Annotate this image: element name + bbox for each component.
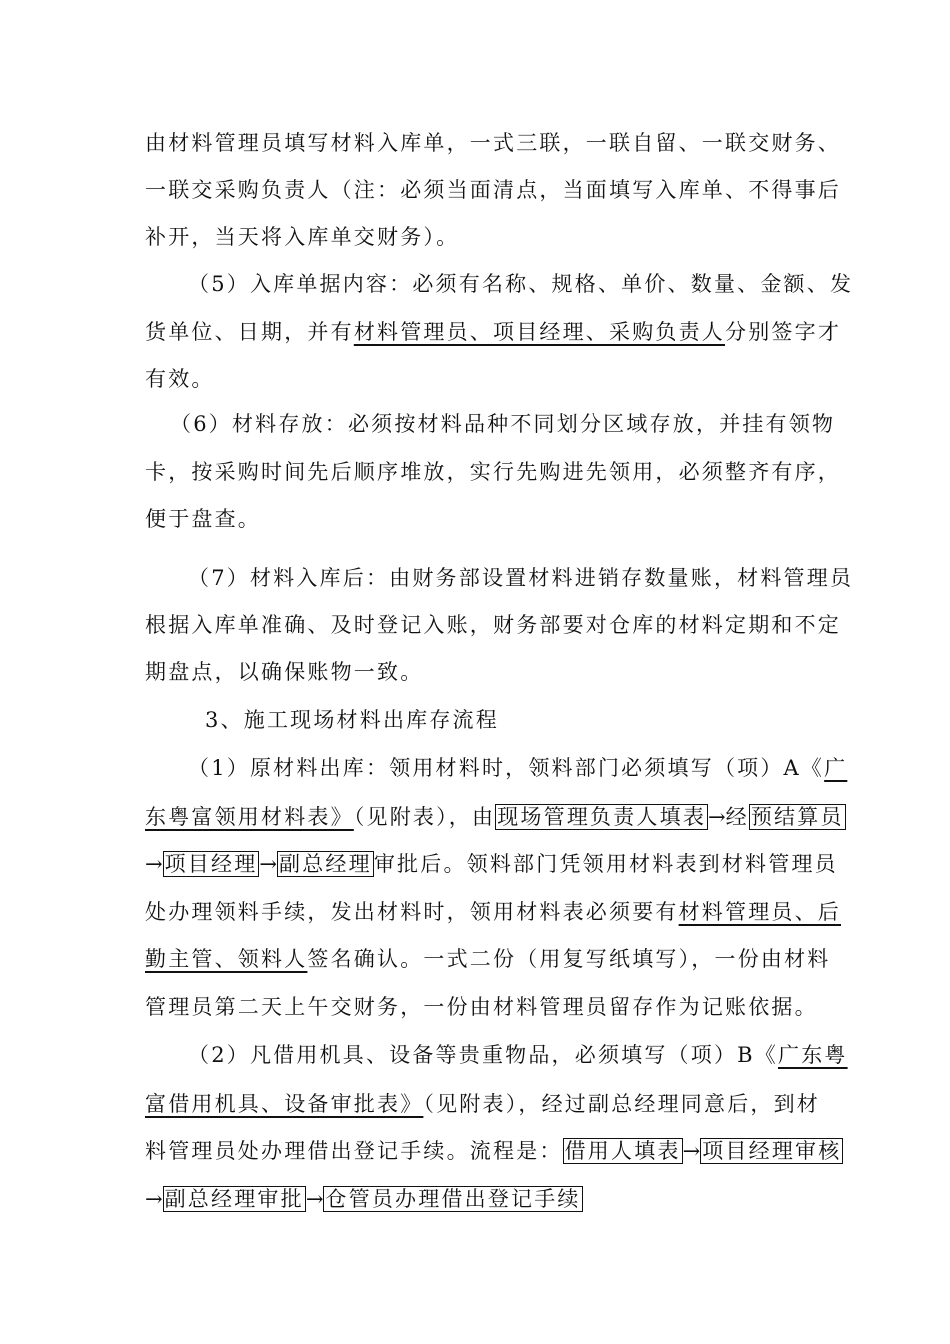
paragraph-line: [145, 1089, 821, 1119]
text-segment: 有效。: [145, 367, 215, 391]
paragraph-line: [145, 944, 831, 974]
paragraph-line: [188, 753, 858, 783]
text-segment: （7）材料入库后：由财务部设置材料进销存数量账，材料管理员: [188, 566, 854, 590]
flow-step-box: 副总经理: [279, 852, 372, 876]
text-segment: 审批后。领料部门凭领用材料表到材料管理员: [373, 852, 838, 876]
text-segment: （见附表），由: [353, 805, 496, 829]
flow-step-box: 副总经理审批: [164, 1187, 304, 1211]
text-segment: 经: [725, 805, 749, 829]
text-segment: 货单位、日期，并有: [145, 320, 354, 344]
flow-step-box: 预结算员: [750, 805, 844, 829]
text-segment: 3、施工现场材料出库存流程: [205, 708, 499, 732]
underlined-text: 广东粤: [778, 1043, 848, 1067]
text-segment: （6）材料存放：必须按材料品种不同划分区域存放，并挂有领物: [170, 412, 836, 436]
underlined-text: 东粤富领用材料表》: [145, 805, 354, 829]
paragraph-line: [188, 1040, 858, 1070]
paragraph-line: [145, 504, 815, 534]
text-segment: （5）入库单据内容：必须有名称、规格、单价、数量、金额、发: [188, 272, 854, 296]
flow-step-box: 项目经理审核: [702, 1139, 842, 1163]
text-segment: （见附表），经过副总经理同意后，到材: [423, 1092, 821, 1116]
text-segment: 根据入库单准确、及时登记入账，财务部要对仓库的材料定期和不定: [145, 613, 841, 637]
paragraph-line: [145, 657, 815, 687]
underlined-text: 材料管理员、项目经理、采购负责人: [353, 320, 726, 344]
flow-arrow-icon: →: [145, 852, 163, 876]
text-segment: 料管理员处办理借出登记手续。流程是：: [145, 1139, 563, 1163]
paragraph-line: [145, 610, 841, 640]
text-segment: 签名确认。一式二份（用复写纸填写），一份由材料: [307, 947, 831, 971]
flow-step-box: 借用人填表: [564, 1139, 681, 1163]
flow-arrow-icon: →: [708, 805, 726, 829]
paragraph-line: [188, 563, 858, 593]
flow-arrow-icon: →: [259, 852, 278, 876]
text-segment: 一联交采购负责人（注：必须当面清点，当面填写入库单、不得事后: [145, 178, 841, 202]
flow-arrow-icon: →: [145, 1187, 163, 1211]
flow-arrow-icon: →: [305, 1187, 324, 1211]
text-segment: 卡，按采购时间先后顺序堆放，实行先购进先领用，必须整齐有序，: [145, 460, 841, 484]
paragraph-line: [170, 409, 840, 439]
text-segment: 由材料管理员填写材料入库单，一式三联，一联自留、一联交财务、: [145, 131, 841, 155]
paragraph-line: [145, 457, 841, 487]
text-segment: 管理员第二天上午交财务，一份由材料管理员留存作为记账依据。: [145, 995, 818, 1019]
text-segment: 补开，当天将入库单交财务）。: [145, 225, 460, 249]
text-segment: （1）原材料出库：领用材料时，领料部门必须填写（项）A《: [188, 756, 825, 780]
text-segment: 分别签字才: [725, 320, 842, 344]
paragraph-line: [188, 269, 858, 299]
paragraph-line: [145, 992, 818, 1022]
paragraph-line: [145, 222, 815, 252]
paragraph-line: [145, 128, 841, 158]
paragraph-line: [145, 175, 841, 205]
underlined-text: 材料管理员、后: [678, 900, 842, 924]
flow-arrow-icon: →: [682, 1139, 701, 1163]
paragraph-line: [145, 802, 844, 832]
paragraph-line: [145, 1184, 815, 1214]
paragraph-line: [145, 317, 842, 347]
flow-step-box: 项目经理: [164, 852, 258, 876]
paragraph-line: [145, 897, 842, 927]
paragraph-line: [145, 1136, 842, 1166]
paragraph-line: [145, 364, 815, 394]
underlined-text: 广: [824, 756, 848, 780]
text-segment: （2）凡借用机具、设备等贵重物品，必须填写（项）B《: [188, 1043, 778, 1067]
underlined-text: 勤主管、领料人: [145, 947, 308, 971]
text-segment: 期盘点，以确保账物一致。: [145, 660, 424, 684]
flow-step-box: 仓管员办理借出登记手续: [325, 1187, 581, 1211]
paragraph-line: [145, 849, 838, 879]
text-segment: 便于盘查。: [145, 507, 261, 531]
text-segment: 处办理领料手续，发出材料时，领用材料表必须要有: [145, 900, 679, 924]
flow-step-box: 现场管理负责人填表: [497, 805, 707, 829]
underlined-text: 富借用机具、设备审批表》: [145, 1092, 424, 1116]
section-heading: [205, 705, 875, 735]
